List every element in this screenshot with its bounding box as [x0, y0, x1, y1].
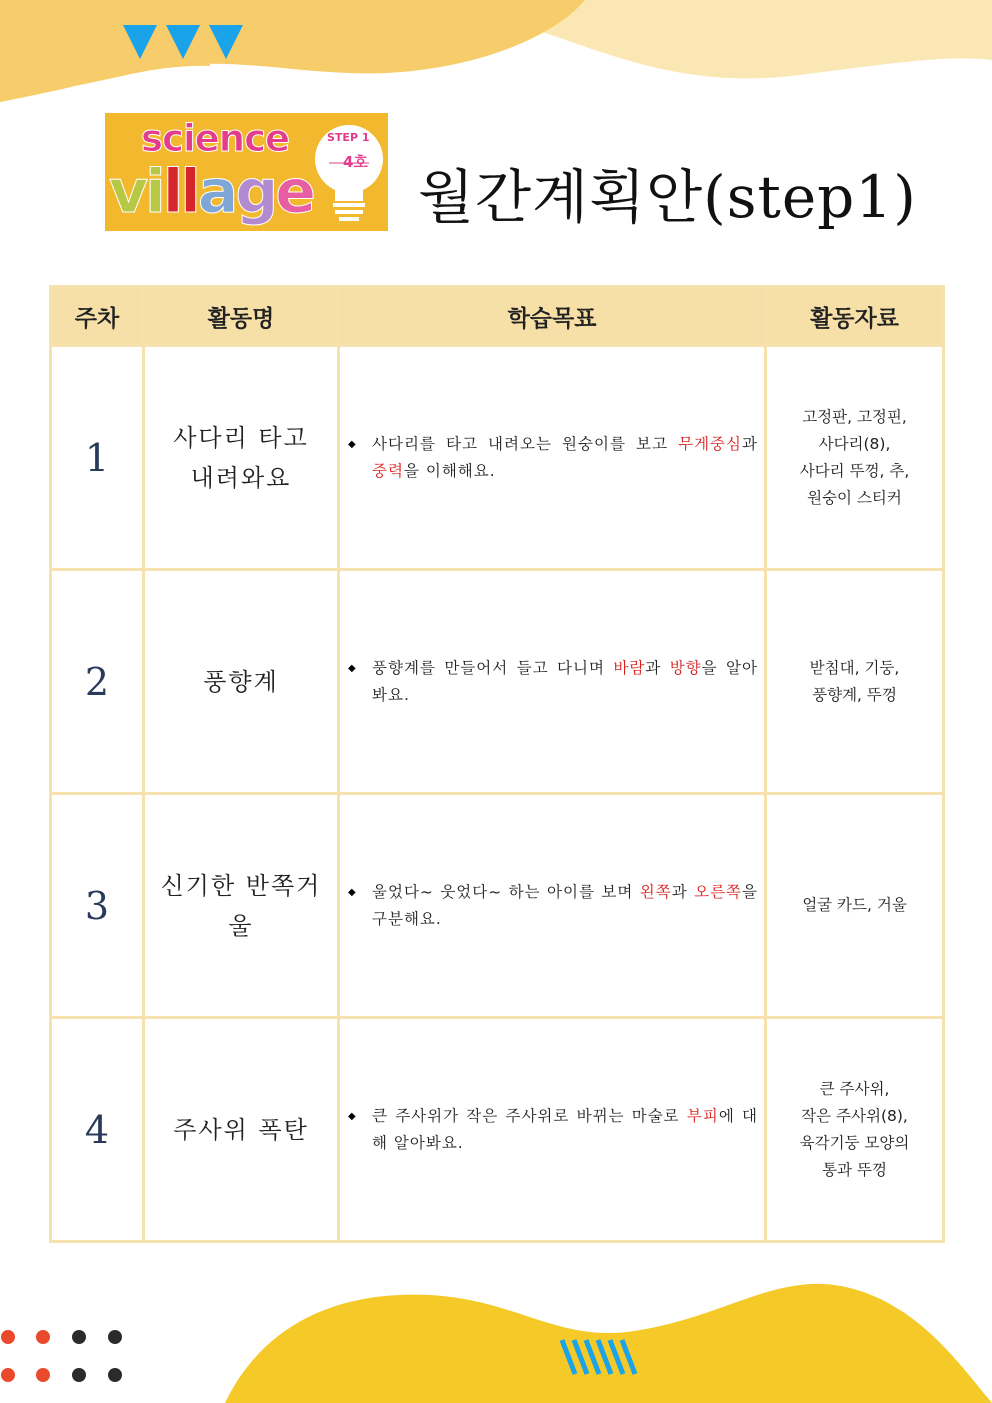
material-line: 육각기둥 모양의 [799, 1133, 910, 1152]
goal-text: 을 구분해요. [372, 882, 758, 928]
materials-list [766, 346, 944, 570]
week-number: 4 [51, 1018, 144, 1242]
bullet-icon: ◆ [348, 886, 357, 898]
bullet-icon: ◆ [348, 438, 357, 450]
goal-text: 을 알아봐요. [372, 658, 758, 704]
goal-text: 을 이해해요. [403, 461, 496, 480]
material-line: 통과 뚜껑 [822, 1160, 887, 1179]
material-line: 풍향계, 뚜껑 [812, 685, 897, 704]
goal-text: 과 [671, 882, 695, 901]
column-header-activity: 활동명 [144, 287, 339, 346]
material-line: 사다리(8), [818, 434, 891, 453]
logo-step-label: STEP 1 [327, 131, 370, 144]
logo-science-text: science [141, 117, 290, 160]
column-header-goal: 학습목표 [339, 287, 766, 346]
learning-goal [339, 794, 766, 1018]
table-row [51, 1018, 944, 1242]
material-line: 원숭이 스티커 [807, 488, 902, 507]
goal-text: 사다리를 타고 내려오는 원숭이를 보고 [372, 434, 679, 453]
science-village-logo [105, 113, 388, 231]
goal-text: 울었다~ 웃었다~ 하는 아이를 보며 [372, 882, 640, 901]
table-row [51, 346, 944, 570]
material-line: 작은 주사위(8), [801, 1106, 908, 1125]
goal-text: 풍향계를 만들어서 들고 다니며 [372, 658, 614, 677]
material-line: 받침대, 기둥, [809, 658, 900, 677]
activity-name: 사다리 타고 내려와요 [144, 346, 339, 570]
material-line: 큰 주사위, [819, 1079, 890, 1098]
goal-highlight: 오른쪽 [694, 882, 743, 901]
table-row [51, 794, 944, 1018]
activity-name: 풍향계 [144, 570, 339, 794]
week-number: 1 [51, 346, 144, 570]
materials-list [766, 570, 944, 794]
monthly-plan-table [49, 285, 945, 1243]
activity-name: 주사위 폭탄 [144, 1018, 339, 1242]
materials-list [766, 1018, 944, 1242]
triangle-icons [123, 25, 243, 59]
logo-issue-label: 4호 [343, 153, 368, 171]
goal-highlight: 바람 [613, 658, 646, 677]
goal-highlight: 왼쪽 [639, 882, 672, 901]
goal-text: 큰 주사위가 작은 주사위로 바뀌는 마술로 [372, 1106, 687, 1125]
week-number: 3 [51, 794, 144, 1018]
column-header-week: 주차 [51, 287, 144, 346]
activity-name: 신기한 반쪽거울 [144, 794, 339, 1018]
learning-goal [339, 346, 766, 570]
goal-highlight: 무게중심 [678, 434, 743, 453]
column-header-materials: 활동자료 [766, 287, 944, 346]
learning-goal [339, 570, 766, 794]
week-number: 2 [51, 570, 144, 794]
goal-text: 과 [645, 658, 670, 677]
table-row [51, 570, 944, 794]
dots-icon [1, 1330, 122, 1382]
learning-goal [339, 1018, 766, 1242]
bullet-icon: ◆ [348, 1110, 357, 1122]
goal-text: 에 대해 알아봐요. [372, 1106, 758, 1152]
material-line: 얼굴 카드, 거울 [802, 896, 907, 914]
materials-list [766, 794, 944, 1018]
table-header-row [51, 287, 944, 346]
goal-highlight: 중력 [372, 461, 404, 480]
material-line: 고정판, 고정핀, [802, 407, 907, 426]
goal-highlight: 방향 [669, 658, 702, 677]
bullet-icon: ◆ [348, 662, 357, 674]
top-wave-decoration [0, 0, 992, 130]
goal-text: 과 [742, 434, 758, 453]
bottom-wave-decoration [0, 1270, 992, 1403]
page-title: 월간계획안(step1) [418, 163, 917, 231]
goal-highlight: 부피 [686, 1106, 719, 1125]
logo-village-text: village [109, 157, 313, 227]
material-line: 사다리 뚜껑, 추, [799, 461, 910, 480]
